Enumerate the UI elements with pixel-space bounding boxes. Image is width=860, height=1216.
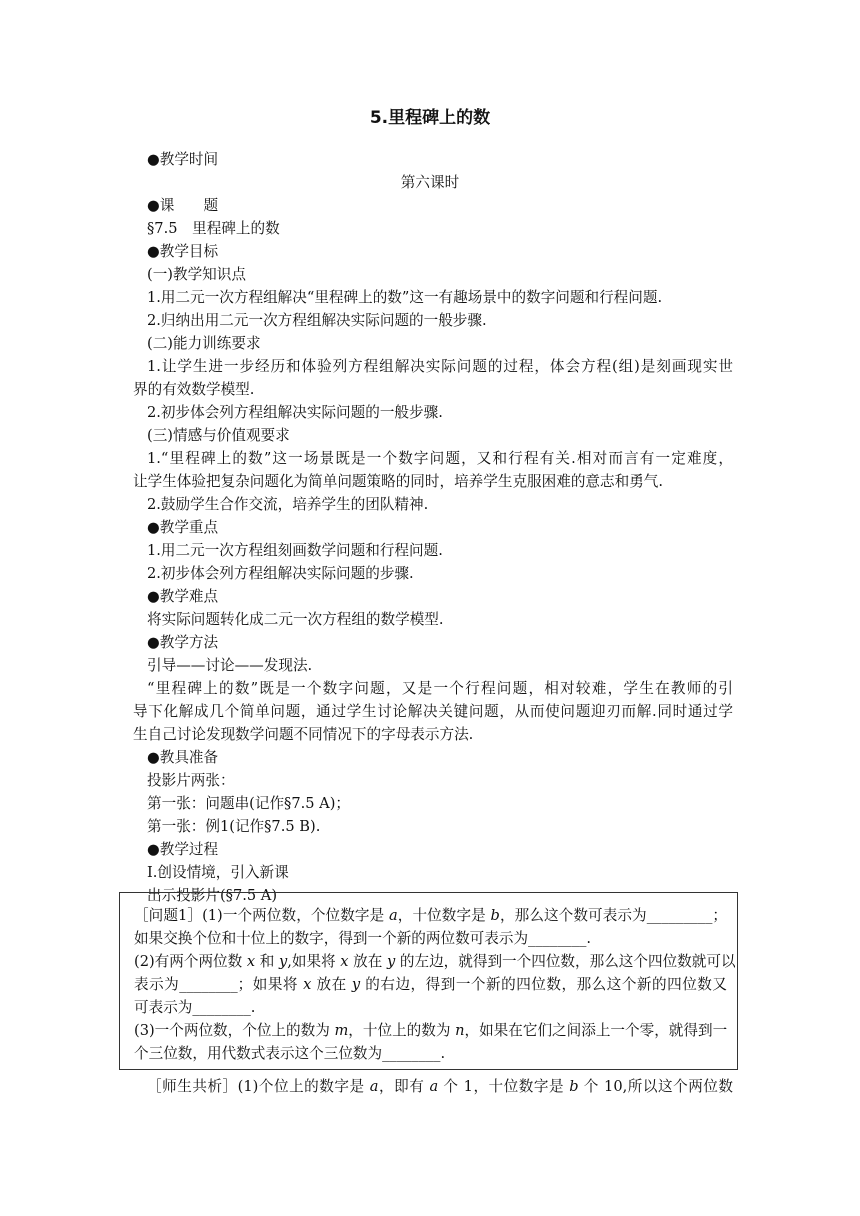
paragraph-line: “里程碑上的数”既是一个数字问题，又是一个行程问题，相对较难，学生在教师的引 (147, 680, 733, 697)
paragraph-line: 让学生体验把复杂问题化为简单问题策略的同时，培养学生克服困难的意志和勇气. (133, 473, 664, 490)
box-line: (2)有两个两位数 x 和 y,如果将 x 放在 y 的左边，就得到一个四位数，那么这个四位数就可以 (134, 953, 736, 970)
section-heading-methods: ●教学方法 (147, 634, 219, 651)
section-heading-difficulties: ●教学难点 (147, 588, 219, 605)
box-line: 个三位数，用代数式表示这个三位数为________. (134, 1045, 446, 1062)
section-heading-key-points: ●教学重点 (147, 519, 219, 536)
lesson-number: 第六课时 (400, 174, 460, 191)
paragraph-line: 2.鼓励学生合作交流，培养学生的团队精神. (147, 496, 429, 513)
section-heading-objectives: ●教学目标 (147, 243, 219, 260)
section-heading-topic: ●课 题 (147, 197, 219, 214)
paragraph-line: 2.归纳出用二元一次方程组解决实际问题的一般步骤. (147, 312, 487, 329)
discussion-line: ［师生共析］(1)个位上的数字是 a，即有 a 个 1，十位数字是 b 个 10,所以这个两位数 (147, 1078, 734, 1095)
problem-box (119, 892, 738, 1070)
box-line: ［问题1］(1)一个两位数，个位数字是 a，十位数字是 b，那么这个数可表示为_________； (134, 907, 727, 924)
paragraph-line: 2.初步体会列方程组解决实际问题的步骤. (147, 565, 414, 582)
topic-text: §7.5 里程碑上的数 (147, 220, 280, 237)
paragraph-line: 界的有效数学模型. (133, 381, 255, 398)
paragraph-line: 第一张：例1(记作§7.5 B). (147, 818, 321, 835)
paragraph-line: 第一张：问题串(记作§7.5 A)； (147, 795, 351, 812)
paragraph-line: 将实际问题转化成二元一次方程组的数学模型. (147, 611, 444, 628)
paragraph-line: Ⅰ.创设情境，引入新课 (147, 864, 289, 881)
section-heading-materials: ●教具准备 (147, 749, 219, 766)
subheading-values: (三)情感与价值观要求 (147, 427, 290, 444)
paragraph-line: 1.让学生进一步经历和体验列方程组解决实际问题的过程，体会方程(组)是刻画现实世 (147, 358, 733, 375)
paragraph-line: 1.用二元一次方程组解决“里程碑上的数”这一有趣场景中的数字问题和行程问题. (147, 289, 663, 306)
box-line: 表示为________；如果将 x 放在 y 的右边，得到一个新的四位数，那么这个新的四位数又 (134, 976, 727, 993)
paragraph-line: 生自己讨论发现数学问题不同情况下的字母表示方法. (133, 726, 474, 743)
page-title: 5.里程碑上的数 (369, 108, 491, 128)
paragraph-line: 导下化解成几个简单问题，通过学生讨论解决关键问题，从而使问题迎刃而解.同时通过学 (133, 703, 733, 720)
subheading-knowledge: (一)教学知识点 (147, 266, 246, 283)
box-line: (3)一个两位数，个位上的数为 m，十位上的数为 n，如果在它们之间添上一个零，就得到一 (134, 1022, 728, 1039)
paragraph-line: 引导——讨论——发现法. (147, 657, 313, 674)
box-line: 如果交换个位和十位上的数字，得到一个新的两位数可表示为________. (134, 930, 592, 947)
paragraph-line: 1.“里程碑上的数”这一场景既是一个数字问题，又和行程有关.相对而言有一定难度， (147, 450, 733, 467)
paragraph-line: 1.用二元一次方程组刻画数学问题和行程问题. (147, 542, 443, 559)
section-heading-process: ●教学过程 (147, 841, 219, 858)
paragraph-line: 投影片两张： (147, 772, 235, 789)
paragraph-line: 出示投影片(§7.5 A) (147, 887, 278, 904)
paragraph-line: 2.初步体会列方程组解决实际问题的一般步骤. (147, 404, 443, 421)
box-line: 可表示为________. (134, 999, 256, 1016)
subheading-ability: (二)能力训练要求 (147, 335, 261, 352)
section-heading-time: ●教学时间 (147, 151, 219, 168)
